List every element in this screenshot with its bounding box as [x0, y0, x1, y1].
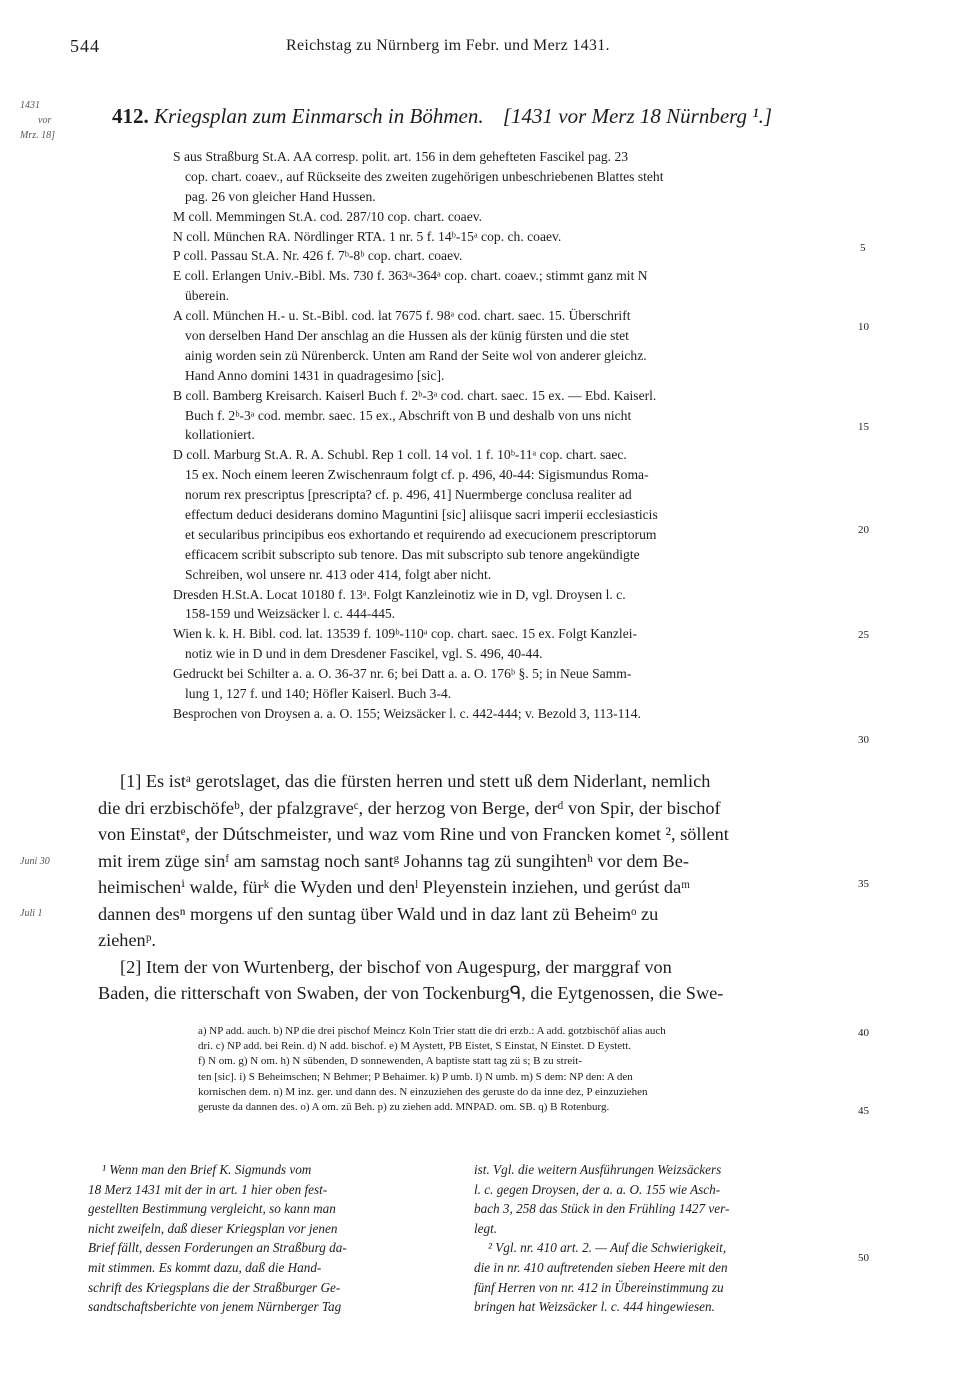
line-number: 45	[858, 1105, 869, 1117]
apparatus-line: N coll. München RA. Nördlinger RTA. 1 nr. 5 f. 14ᵇ-15ᵃ cop. ch. coaev.	[173, 228, 562, 244]
footnote-line: legt.	[474, 1220, 498, 1236]
footnote-line: ¹ Wenn man den Brief K. Sigmunds vom	[102, 1162, 312, 1177]
footnote-line: schrift des Kriegsplans die der Straßburger Ge-	[88, 1279, 341, 1295]
apparatus-line: E coll. Erlangen Univ.-Bibl. Ms. 730 f. 363ᵃ-364ᵃ cop. chart. coaev.; stimmt ganz mit N	[173, 268, 648, 284]
footnote-line: fünf Herren von nr. 412 in Übereinstimmung zu	[474, 1279, 724, 1295]
apparatus-line: et secularibus principibus eos exhortando et requirendo ad execucionem prescriptorum	[185, 526, 657, 542]
line-number: 15	[858, 421, 869, 433]
line-number: 25	[858, 629, 869, 641]
line-number: 10	[858, 321, 869, 333]
footnote-line: bringen hat Weizsäcker l. c. 444 hingewiesen.	[474, 1299, 715, 1315]
text-line: heimischenⁱ walde, fürᵏ die Wyden und denˡ Pleyenstein inziehen, und gerúst daᵐ	[98, 877, 691, 897]
apparatus-line: D coll. Marburg St.A. R. A. Schubl. Rep 1 coll. 14 vol. 1 f. 10ᵇ-11ᵃ cop. chart. saec.	[173, 447, 627, 463]
variant-note-line: dri. c) NP add. bei Rein. d) N add. bischof. e) M Aystett, PB Eistet, S Einstat, N Einstet. D Eystett.	[198, 1040, 632, 1053]
footnote-line: ² Vgl. nr. 410 art. 2. — Auf die Schwierigkeit,	[488, 1240, 727, 1256]
line-number: 5	[860, 242, 866, 254]
apparatus-line: effectum deduci desiderans domino Maguntini [sic] aliisque sacri imperii ecclesiasticis	[185, 507, 658, 523]
apparatus-line: A coll. München H.- u. St.-Bibl. cod. lat 7675 f. 98ᵃ cod. chart. saec. 15. Überschrift	[173, 308, 631, 324]
apparatus-line: pag. 26 von gleicher Hand Hussen.	[185, 188, 376, 204]
apparatus-line: Dresden H.St.A. Locat 10180 f. 13ᵃ. Folgt Kanzleinotiz wie in D, vgl. Droysen l. c.	[173, 586, 626, 602]
variant-note-line: f) N om. g) N om. h) N sübenden, D sonnewenden, A baptiste statt tag zü s; B zu streit-	[198, 1055, 583, 1068]
apparatus-line: Buch f. 2ᵇ-3ᵃ cod. membr. saec. 15 ex., Abschrift von B und deshalb von uns nicht	[185, 407, 632, 423]
document-title	[112, 104, 772, 129]
margin-date-july1: Juli 1	[20, 908, 43, 919]
source-apparatus	[173, 147, 851, 724]
apparatus-line: lung 1, 127 f. und 140; Höfler Kaiserl. Buch 3-4.	[185, 686, 452, 702]
apparatus-line: efficacem scribit subscripto sub tenore. Das mit subscripto sub tenore angekündigte	[185, 546, 640, 562]
page-number: 544	[70, 36, 100, 56]
line-number: 35	[858, 878, 869, 890]
apparatus-line: S aus Straßburg St.A. AA corresp. polit. art. 156 in dem gehefteten Fascikel pag. 23	[173, 149, 629, 164]
apparatus-line: Besprochen von Droysen a. a. O. 155; Weizsäcker l. c. 442-444; v. Bezold 3, 113-114.	[173, 705, 641, 721]
footnote-line: bach 3, 258 das Stück in den Frühling 1427 ver-	[474, 1201, 730, 1217]
footnote-line: Brief fällt, dessen Forderungen an Straßburg da-	[88, 1240, 347, 1256]
main-text	[98, 768, 858, 1007]
footnote-line: die in nr. 410 auftretenden sieben Heere mit den	[474, 1259, 728, 1275]
apparatus-line: Gedruckt bei Schilter a. a. O. 36-37 nr. 6; bei Datt a. a. O. 176ᵇ §. 5; in Neue Samm-	[173, 666, 632, 682]
line-number: 30	[858, 734, 869, 746]
document-title-text: Kriegsplan zum Einmarsch in Böhmen.	[154, 104, 484, 128]
apparatus-line: 158-159 und Weizsäcker l. c. 444-445.	[185, 606, 396, 622]
apparatus-line: überein.	[185, 288, 230, 304]
margin-date-june30: Juni 30	[20, 856, 50, 867]
text-line: Baden, die ritterschaft von Swaben, der von Tockenburgᑫ, die Eytgenossen, die Swe-	[98, 983, 724, 1003]
line-number: 40	[858, 1027, 869, 1039]
footnote-line: nicht zweifeln, daß dieser Kriegsplan vor jenen	[88, 1220, 338, 1236]
margin-date-march: Mrz. 18]	[20, 130, 56, 141]
apparatus-line: 15 ex. Noch einem leeren Zwischenraum folgt cf. p. 496, 40-44: Sigismundus Roma-	[185, 467, 649, 483]
apparatus-line: von derselben Hand Der anschlag an die Hussen als der künig fürsten und die stet	[185, 328, 629, 344]
footnote-line: l. c. gegen Droysen, der a. a. O. 155 wie Asch-	[474, 1181, 721, 1197]
text-line: [2] Item der von Wurtenberg, der bischof von Augespurg, der marggraf von	[120, 956, 672, 977]
apparatus-line: M coll. Memmingen St.A. cod. 287/10 cop. chart. coaev.	[173, 208, 483, 224]
footnote-line: sandtschaftsberichte von jenem Nürnberger Tag	[88, 1299, 342, 1315]
apparatus-line: notiz wie in D und in dem Dresdener Fascikel, vgl. S. 496, 40-44.	[185, 646, 543, 662]
apparatus-line: Schreiben, wol unsere nr. 413 oder 414, folgt aber nicht.	[185, 566, 492, 582]
footnote-line: gestellten Bestimmung vergleicht, so kann man	[88, 1201, 336, 1217]
text-line: ziehenᵖ.	[98, 930, 156, 950]
apparatus-line: kollationiert.	[185, 427, 255, 443]
document-date: [1431 vor Merz 18 Nürnberg ¹.]	[502, 104, 773, 128]
text-line: von Einstatᵉ, der Dútschmeister, und waz vom Rine und von Francken komet ², söllent	[98, 824, 729, 844]
line-number: 20	[858, 524, 869, 536]
running-title: Reichstag zu Nürnberg im Febr. und Merz 1431.	[286, 37, 610, 54]
footnote-line: mit stimmen. Es kommt dazu, daß die Hand-	[88, 1259, 322, 1275]
footnotes-left-column	[88, 1160, 458, 1317]
footnote-line: ist. Vgl. die weitern Ausführungen Weizsäckers	[474, 1162, 722, 1177]
text-line: [1] Es istᵃ gerotslaget, das die fürsten herren und stett uß dem Niderlant, nemlich	[120, 771, 711, 791]
apparatus-line: cop. chart. coaev., auf Rückseite des zweiten zugehörigen unbeschriebenen Blattes steht	[185, 168, 664, 184]
apparatus-line: B coll. Bamberg Kreisarch. Kaiserl Buch f. 2ᵇ-3ᵃ cod. chart. saec. 15 ex. — Ebd. Kaiserl.	[173, 387, 657, 403]
apparatus-line: P coll. Passau St.A. Nr. 426 f. 7ᵇ-8ᵇ cop. chart. coaev.	[173, 248, 463, 264]
apparatus-line: Wien k. k. H. Bibl. cod. lat. 13539 f. 109ᵇ-110ᵃ cop. chart. saec. 15 ex. Folgt Kanzlei-	[173, 626, 638, 642]
variant-note-line: kornischen dem. n) M inz. ger. und dann des. N einzuziehen des geruste do da inne dez, P einzuziehen	[198, 1085, 648, 1098]
variant-notes	[198, 1024, 853, 1115]
line-number: 50	[858, 1252, 869, 1264]
margin-date-vor: vor	[38, 115, 52, 126]
document-number: 412.	[112, 104, 149, 128]
apparatus-line: Hand Anno domini 1431 in quadragesimo [sic].	[185, 367, 445, 383]
variant-note-line: geruste da dannen des. o) A om. zü Beh. p) zu ziehen add. MNPAD. om. SB. q) B Rotenburg.	[198, 1100, 610, 1113]
variant-note-line: a) NP add. auch. b) NP die drei pischof Meincz Koln Trier statt die dri erzb.: A add. gotzbischöf alias auch	[198, 1025, 666, 1037]
margin-date-year: 1431	[20, 100, 40, 111]
text-line: die dri erzbischöfeᵇ, der pfalzgraveᶜ, der herzog von Berge, derᵈ von Spir, der bischof	[98, 797, 721, 818]
apparatus-line: norum rex prescriptus [prescripta? cf. p. 496, 41] Nuermberge conclusa realiter ad	[185, 487, 632, 503]
footnotes-right-column	[474, 1160, 859, 1317]
apparatus-line: ainig worden sein zü Nürenberck. Unten am Rand der Seite wol von anderer gleichz.	[185, 347, 647, 363]
text-line: mit irem züge sinᶠ am samstag noch santᵍ Johanns tag zü sungihtenʰ vor dem Be-	[98, 850, 689, 871]
footnote-line: 18 Merz 1431 mit der in art. 1 hier oben fest-	[88, 1181, 328, 1197]
text-line: dannen desⁿ morgens uf den suntag über Wald und in daz lant zü Beheimᵒ zu	[98, 903, 659, 924]
variant-note-line: ten [sic]. i) S Beheimschen; N Behmer; P Behaimer. k) P umb. l) N umb. m) S dem: NP den: A den	[198, 1070, 633, 1083]
